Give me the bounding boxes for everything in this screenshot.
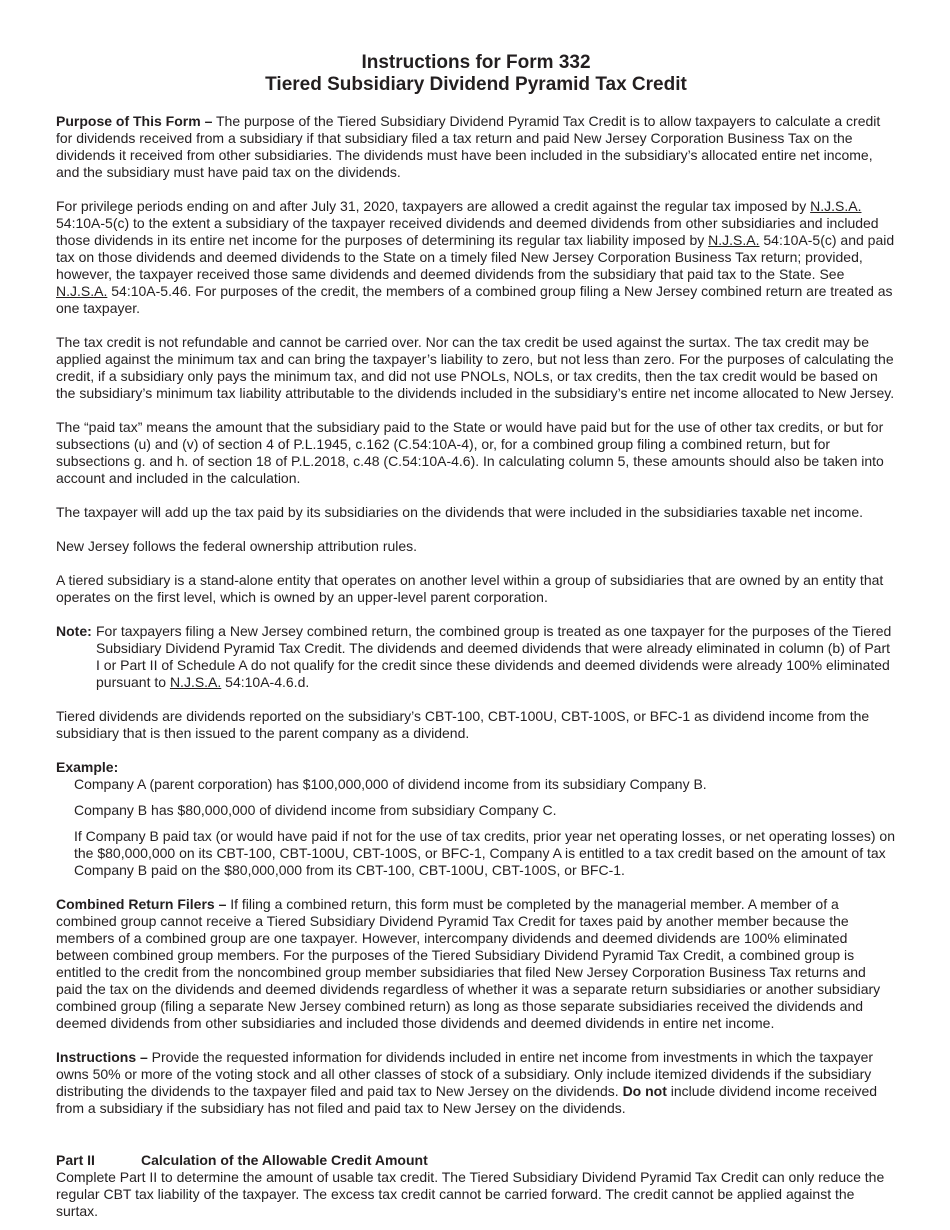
- part-ii-label: Part II: [56, 1152, 95, 1168]
- tiered-definition-paragraph: A tiered subsidiary is a stand-alone entity that operates on another level within a group of subsidiaries that are owned by an entity that operates on the first level, which is owned by an upper-level parent corporation.: [56, 572, 884, 605]
- note-text: [96, 623, 896, 691]
- privilege-text-1: For privilege periods ending on and after July 31, 2020, taxpayers are allowed a credit against the regular tax imposed by: [56, 198, 811, 214]
- do-not-emphasis: Do not: [622, 1083, 667, 1099]
- example-label: Example:: [56, 759, 119, 775]
- privilege-text-2: 54:10A-5(c) to the extent a subsidiary of the taxpayer received dividends and deemed dividends from other subsidiaries and included those dividends in its entire net income for the purposes of determining its regular tax liability imposed by: [56, 215, 879, 248]
- add-up-paragraph: The taxpayer will add up the tax paid by its subsidiaries on the dividends that were included in the subsidiaries taxable net income.: [56, 504, 864, 520]
- njsa-reference: N.J.S.A.: [56, 283, 108, 299]
- instructions-text: Provide the requested information for dividends included in entire net income from investments in which the taxpayer owns 50% or more of the voting stock and all other classes of stock of a subsidiary. Only include itemized dividends if the subsidiary distributing the dividends to the taxpayer filed and paid tax to New Jersey on the dividends.: [56, 1049, 874, 1099]
- note-label: Note:: [56, 623, 92, 639]
- privilege-text-3: 54:10A-5(c) and paid tax on those dividends and deemed dividends to the State on a timely filed New Jersey Corporation Business Tax return; provided, however, the taxpayer received those same dividends and deemed dividends from the subsidiary that paid tax to the State. See: [56, 232, 895, 282]
- part-ii-title: Calculation of the Allowable Credit Amount: [141, 1152, 428, 1168]
- instructions-label: Instructions –: [56, 1049, 148, 1065]
- combined-filers-paragraph: [56, 896, 896, 1032]
- example-item: Company B has $80,000,000 of dividend income from subsidiary Company C.: [74, 802, 557, 818]
- title-line-1: Instructions for Form 332: [361, 52, 591, 73]
- purpose-paragraph: [56, 113, 896, 181]
- refundable-paragraph: The tax credit is not refundable and cannot be carried over. Nor can the tax credit be used against the surtax. The tax credit may be applied against the minimum tax and can bring the taxpayer’s liability to zero, but not less than zero. For the purposes of calculating the credit, if a subsidiary only pays the minimum tax, and did not use PNOLs, NOLs, or tax credits, then the tax credit would be based on the subsidiary’s minimum tax liability attributable to the dividends included in the subsidiary’s entire net income allocated to New Jersey.: [56, 334, 895, 401]
- note-body: For taxpayers filing a New Jersey combined return, the combined group is treated as one taxpayer for the purposes of the Tiered Subsidiary Dividend Pyramid Tax Credit. The dividends and deemed dividends that were already eliminated in column (b) of Part I or Part II of Schedule A do not qualify for the credit since these dividends and deemed dividends were already 100% eliminated pursuant to: [96, 623, 892, 690]
- federal-rules-paragraph: New Jersey follows the federal ownership attribution rules.: [56, 538, 418, 554]
- privilege-paragraph: [56, 198, 896, 317]
- purpose-label: Purpose of This Form –: [56, 113, 213, 129]
- example-item: If Company B paid tax (or would have paid if not for the use of tax credits, prior year net operating losses, or net operating losses) on the $80,000,000 on its CBT-100, CBT-100U, CBT-100S, or BFC-1, Company A is entitled to a tax credit based on the amount of tax Company B paid on the $80,000,000 from its CBT-100, CBT-100U, CBT-100S, or BFC-1.: [74, 828, 895, 878]
- njsa-reference: N.J.S.A.: [708, 232, 760, 248]
- purpose-text: The purpose of the Tiered Subsidiary Dividend Pyramid Tax Credit is to allow taxpayers to calculate a credit for dividends received from a subsidiary if that subsidiary filed a tax return and paid New Jersey Corporation Business Tax on the dividends it received from other subsidiaries. The dividends must have been included in the subsidiary’s allocated entire net income, and the subsidiary must have paid tax on the dividends.: [56, 113, 881, 180]
- combined-label: Combined Return Filers –: [56, 896, 227, 912]
- note-block: [56, 623, 896, 691]
- document-page: [56, 52, 896, 1220]
- instructions-tail: include dividend income received from a subsidiary if the subsidiary has not filed and paid tax to New Jersey on the dividends.: [56, 1083, 878, 1116]
- njsa-reference: N.J.S.A.: [169, 674, 222, 690]
- note-tail: 54:10A-4.6.d.: [221, 674, 310, 690]
- combined-text: If filing a combined return, this form must be completed by the managerial member. A member of a combined group cannot receive a Tiered Subsidiary Dividend Pyramid Tax Credit for taxes paid by another member because the members of a combined group are one taxpayer. However, intercompany dividends and deemed dividends are 100% eliminated between combined group members. For the purposes of the Tiered Subsidiary Dividend Pyramid Tax Credit, a combined group is entitled to the credit from the noncombined group member subsidiaries that filed New Jersey Corporation Business Tax returns and paid the tax on the dividends and deemed dividends regardless of whether it was a separate return subsidiaries or another subsidiary combined group (filing a separate New Jersey combined return) as long as those separate subsidiaries received the dividends and deemed dividends from other subsidiaries and included those dividends and deemed dividends in entire net income.: [56, 896, 881, 1031]
- example-item: Company A (parent corporation) has $100,000,000 of dividend income from its subsidiary Company B.: [74, 776, 707, 792]
- part-ii-text: Complete Part II to determine the amount of usable tax credit. The Tiered Subsidiary Dividend Pyramid Tax Credit can only reduce the regular CBT tax liability of the taxpayer. The excess tax credit cannot be carried forward. The credit cannot be applied against the surtax.: [56, 1169, 885, 1219]
- title-line-2: Tiered Subsidiary Dividend Pyramid Tax Credit: [265, 74, 687, 95]
- tiered-dividends-paragraph: Tiered dividends are dividends reported on the subsidiary’s CBT-100, CBT-100U, CBT-100S, or BFC-1 as dividend income from the subsidiary that is then issued to the parent company as a dividend.: [56, 708, 870, 741]
- privilege-text-4: 54:10A-5.46. For purposes of the credit, the members of a combined group filing a New Jersey combined return are treated as one taxpayer.: [56, 283, 893, 316]
- njsa-reference: N.J.S.A.: [810, 198, 862, 214]
- instructions-paragraph: [56, 1049, 896, 1117]
- part-ii-heading: [56, 1152, 896, 1169]
- paid-tax-paragraph: The “paid tax” means the amount that the subsidiary paid to the State or would have paid but for the use of other tax credits, or but for subsections (u) and (v) of section 4 of P.L.1945, c.162 (C.54:10A-4), or, for a combined group filing a combined return, but for subsections g. and h. of section 18 of P.L.2018, c.48 (C.54:10A-4.6). In calculating column 5, these amounts should also be taken into account and included in the calculation.: [56, 419, 884, 486]
- page-title: [56, 52, 896, 96]
